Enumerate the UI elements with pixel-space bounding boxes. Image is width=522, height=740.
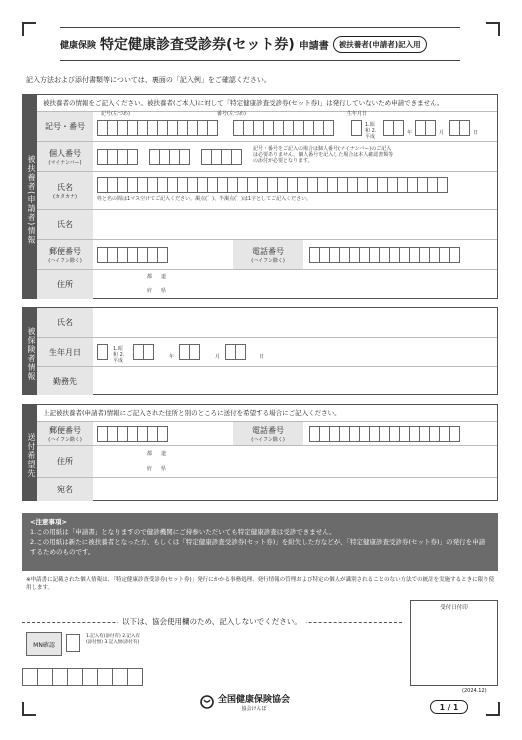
org-logo-icon bbox=[200, 695, 214, 709]
delivery-address-label: 住所 bbox=[37, 446, 93, 477]
notes-box bbox=[22, 513, 498, 571]
note-item-2: 2.この用紙は新たに被扶養者となった方、もしくは「特定健康診査受診券(セット券)」を紛失した方などが、「特定健康診査受診券(セット券)」の発行を申請するためのものです。 bbox=[30, 538, 486, 556]
section1-notice: 被扶養者の情報をご記入ください。被扶養者(ご本人)に対して「特定健康診査受診券(セット券)」は発行していないため申請できません。 bbox=[43, 99, 444, 107]
name-row bbox=[37, 209, 497, 239]
year-unit: 年 bbox=[407, 130, 413, 136]
delivery-pref-do: 道 bbox=[161, 451, 167, 457]
page-indicator: 1 / 1 bbox=[430, 700, 468, 714]
delivery-address-row bbox=[37, 445, 497, 477]
address-label: 住所 bbox=[37, 270, 93, 299]
delivery-postal-cells[interactable] bbox=[97, 426, 167, 442]
delivery-pref-fu: 府 bbox=[147, 466, 153, 472]
crop-mark-top-left bbox=[22, 22, 36, 36]
notes-title: <注意事項> bbox=[30, 518, 67, 526]
delivery-postal-label: 郵便番号 (ハイフン除く) bbox=[37, 422, 93, 445]
insured-day-unit: 日 bbox=[259, 354, 265, 360]
section1-side-label: 被扶養者(申請者)情報 bbox=[23, 95, 37, 298]
symbol-input-cells[interactable] bbox=[97, 120, 217, 136]
title-suffix: 申請書 bbox=[298, 40, 329, 52]
insured-info-section bbox=[22, 307, 498, 395]
mn-check-label: MN確認 bbox=[26, 632, 62, 656]
dependent-info-section bbox=[22, 94, 498, 299]
crop-mark-bottom-right bbox=[486, 702, 500, 716]
name-label: 氏名 bbox=[37, 210, 93, 239]
applicant-badge: 被扶養者(申請者)記入用 bbox=[333, 36, 427, 53]
addressee-row bbox=[37, 477, 497, 501]
birth-era-options: 1.昭和 2.平成 bbox=[365, 122, 377, 140]
insured-birth-row bbox=[37, 337, 497, 366]
kana-name-row bbox=[37, 171, 497, 209]
insured-month-cells[interactable] bbox=[179, 344, 199, 360]
number-col-header: 番号(左づめ) bbox=[217, 111, 246, 117]
pref-fu: 府 bbox=[147, 288, 153, 294]
postal-phone-row bbox=[37, 239, 497, 269]
org-sub: 協会けんぽ bbox=[241, 706, 267, 712]
delivery-postal-row bbox=[37, 421, 497, 445]
pref-do: 道 bbox=[161, 274, 167, 280]
form-title bbox=[60, 34, 427, 54]
insured-name-label: 氏名 bbox=[37, 308, 93, 337]
insured-birth-label: 生年月日 bbox=[37, 338, 93, 366]
mynumber-cells-1[interactable] bbox=[97, 149, 137, 165]
section3-notice: 上記被扶養者(申請者)情報にご記入された住所と別のところに送付を希望する場合にご記入ください。 bbox=[43, 409, 341, 417]
phone-cells[interactable] bbox=[309, 247, 459, 263]
insured-name-row bbox=[37, 308, 497, 337]
office-number-cells[interactable] bbox=[22, 668, 142, 686]
birth-year-cells[interactable] bbox=[383, 120, 403, 136]
mynumber-cells-2[interactable] bbox=[149, 149, 189, 165]
intro-text: 記入方法および添付書類等については、裏面の「記入例」をご確認ください。 bbox=[26, 76, 271, 84]
birth-era-cell[interactable] bbox=[351, 120, 361, 136]
receipt-stamp-label: 受付日付印 bbox=[440, 605, 468, 611]
phone-label: 電話番号 (ハイフン除く) bbox=[233, 240, 303, 269]
insured-month-unit: 月 bbox=[215, 354, 221, 360]
office-use-label: 以下は、協会使用欄のため、記入しないでください。 bbox=[118, 616, 306, 627]
insured-year-unit: 年 bbox=[169, 354, 175, 360]
insured-era-cell[interactable] bbox=[97, 344, 107, 360]
note-item-1: 1.この用紙は「申請書」となりますので健診機関にご持参いただいても特定健康診査は受診できません。 bbox=[30, 528, 336, 536]
insured-work-row bbox=[37, 366, 497, 395]
birth-month-cells[interactable] bbox=[415, 120, 435, 136]
insured-day-cells[interactable] bbox=[225, 344, 245, 360]
mynumber-label: 個人番号 (マイナンバー) bbox=[37, 142, 93, 171]
delivery-section bbox=[22, 404, 498, 501]
pref-to: 都 bbox=[147, 274, 153, 280]
kana-note: 姓と名の間は1マス空けてご記入ください。濁点(゛)、半濁点(゜)は1字としてご記入ください。 bbox=[97, 196, 312, 202]
insured-work-label: 勤務先 bbox=[37, 367, 93, 395]
title-rule-top bbox=[60, 27, 460, 28]
number-input-cells[interactable] bbox=[233, 120, 333, 136]
mynumber-row bbox=[37, 141, 497, 171]
section2-side-label: 被保険者情報 bbox=[23, 308, 37, 394]
kana-label: 氏名 (カタカナ) bbox=[37, 172, 93, 209]
crop-mark-bottom-left bbox=[22, 702, 36, 716]
postal-label: 郵便番号 (ハイフン除く) bbox=[37, 240, 93, 269]
delivery-pref-to: 都 bbox=[147, 451, 153, 457]
symbol-col-header: 記号(左づめ) bbox=[101, 111, 130, 117]
kana-input-cells[interactable] bbox=[97, 177, 447, 193]
section3-side-label: 送付希望先 bbox=[23, 405, 37, 500]
title-rule-bottom bbox=[60, 60, 460, 61]
birth-day-cells[interactable] bbox=[449, 120, 469, 136]
pref-ken: 県 bbox=[161, 288, 167, 294]
birth-col-header: 生年月日 bbox=[347, 111, 368, 117]
insured-year-cells[interactable] bbox=[133, 344, 153, 360]
addressee-label: 宛名 bbox=[37, 478, 93, 501]
delivery-phone-label: 電話番号 (ハイフン除く) bbox=[233, 422, 303, 445]
name-input[interactable] bbox=[95, 212, 493, 237]
mynumber-cells-3[interactable] bbox=[201, 149, 241, 165]
crop-mark-top-right bbox=[486, 22, 500, 36]
receipt-stamp-box bbox=[410, 600, 498, 686]
insured-era-options: 1.昭和 2.平成 bbox=[113, 346, 125, 364]
day-unit: 日 bbox=[473, 130, 479, 136]
org-name: 全国健康保険協会 bbox=[218, 695, 291, 705]
month-unit: 月 bbox=[439, 130, 445, 136]
mn-check-options: 1.記入有(添付有) 2.記入有(添付無) 3.記入無(添付有) bbox=[86, 634, 141, 645]
address-row bbox=[37, 269, 497, 299]
privacy-note: ※申請書に記載された個人情報は、「特定健康診査受診券(セット券)」発行にかかる事務処理、発行情報の管理および特定の個人が識別されることのない方法での統計を実施するときに限り使用します。 bbox=[26, 577, 495, 591]
title-main: 特定健康診査受診券(セット券) bbox=[100, 37, 295, 53]
mn-check-box[interactable] bbox=[66, 634, 80, 652]
symbol-number-row bbox=[37, 111, 497, 141]
delivery-phone-cells[interactable] bbox=[309, 426, 459, 442]
symbol-number-label: 記号・番号 bbox=[37, 112, 93, 141]
org-logo bbox=[200, 692, 290, 712]
postal-cells[interactable] bbox=[97, 247, 167, 263]
version-label: (2024.12) bbox=[462, 688, 487, 694]
mynumber-note: 記号・番号をご記入の場合は個人番号(マイナンバー)のご記入は必要ありません。個人番号を記入した場合は本人確認書類等の添付が必要となります。 bbox=[253, 146, 394, 164]
title-prefix: 健康保険 bbox=[60, 40, 97, 51]
delivery-pref-ken: 県 bbox=[161, 466, 167, 472]
